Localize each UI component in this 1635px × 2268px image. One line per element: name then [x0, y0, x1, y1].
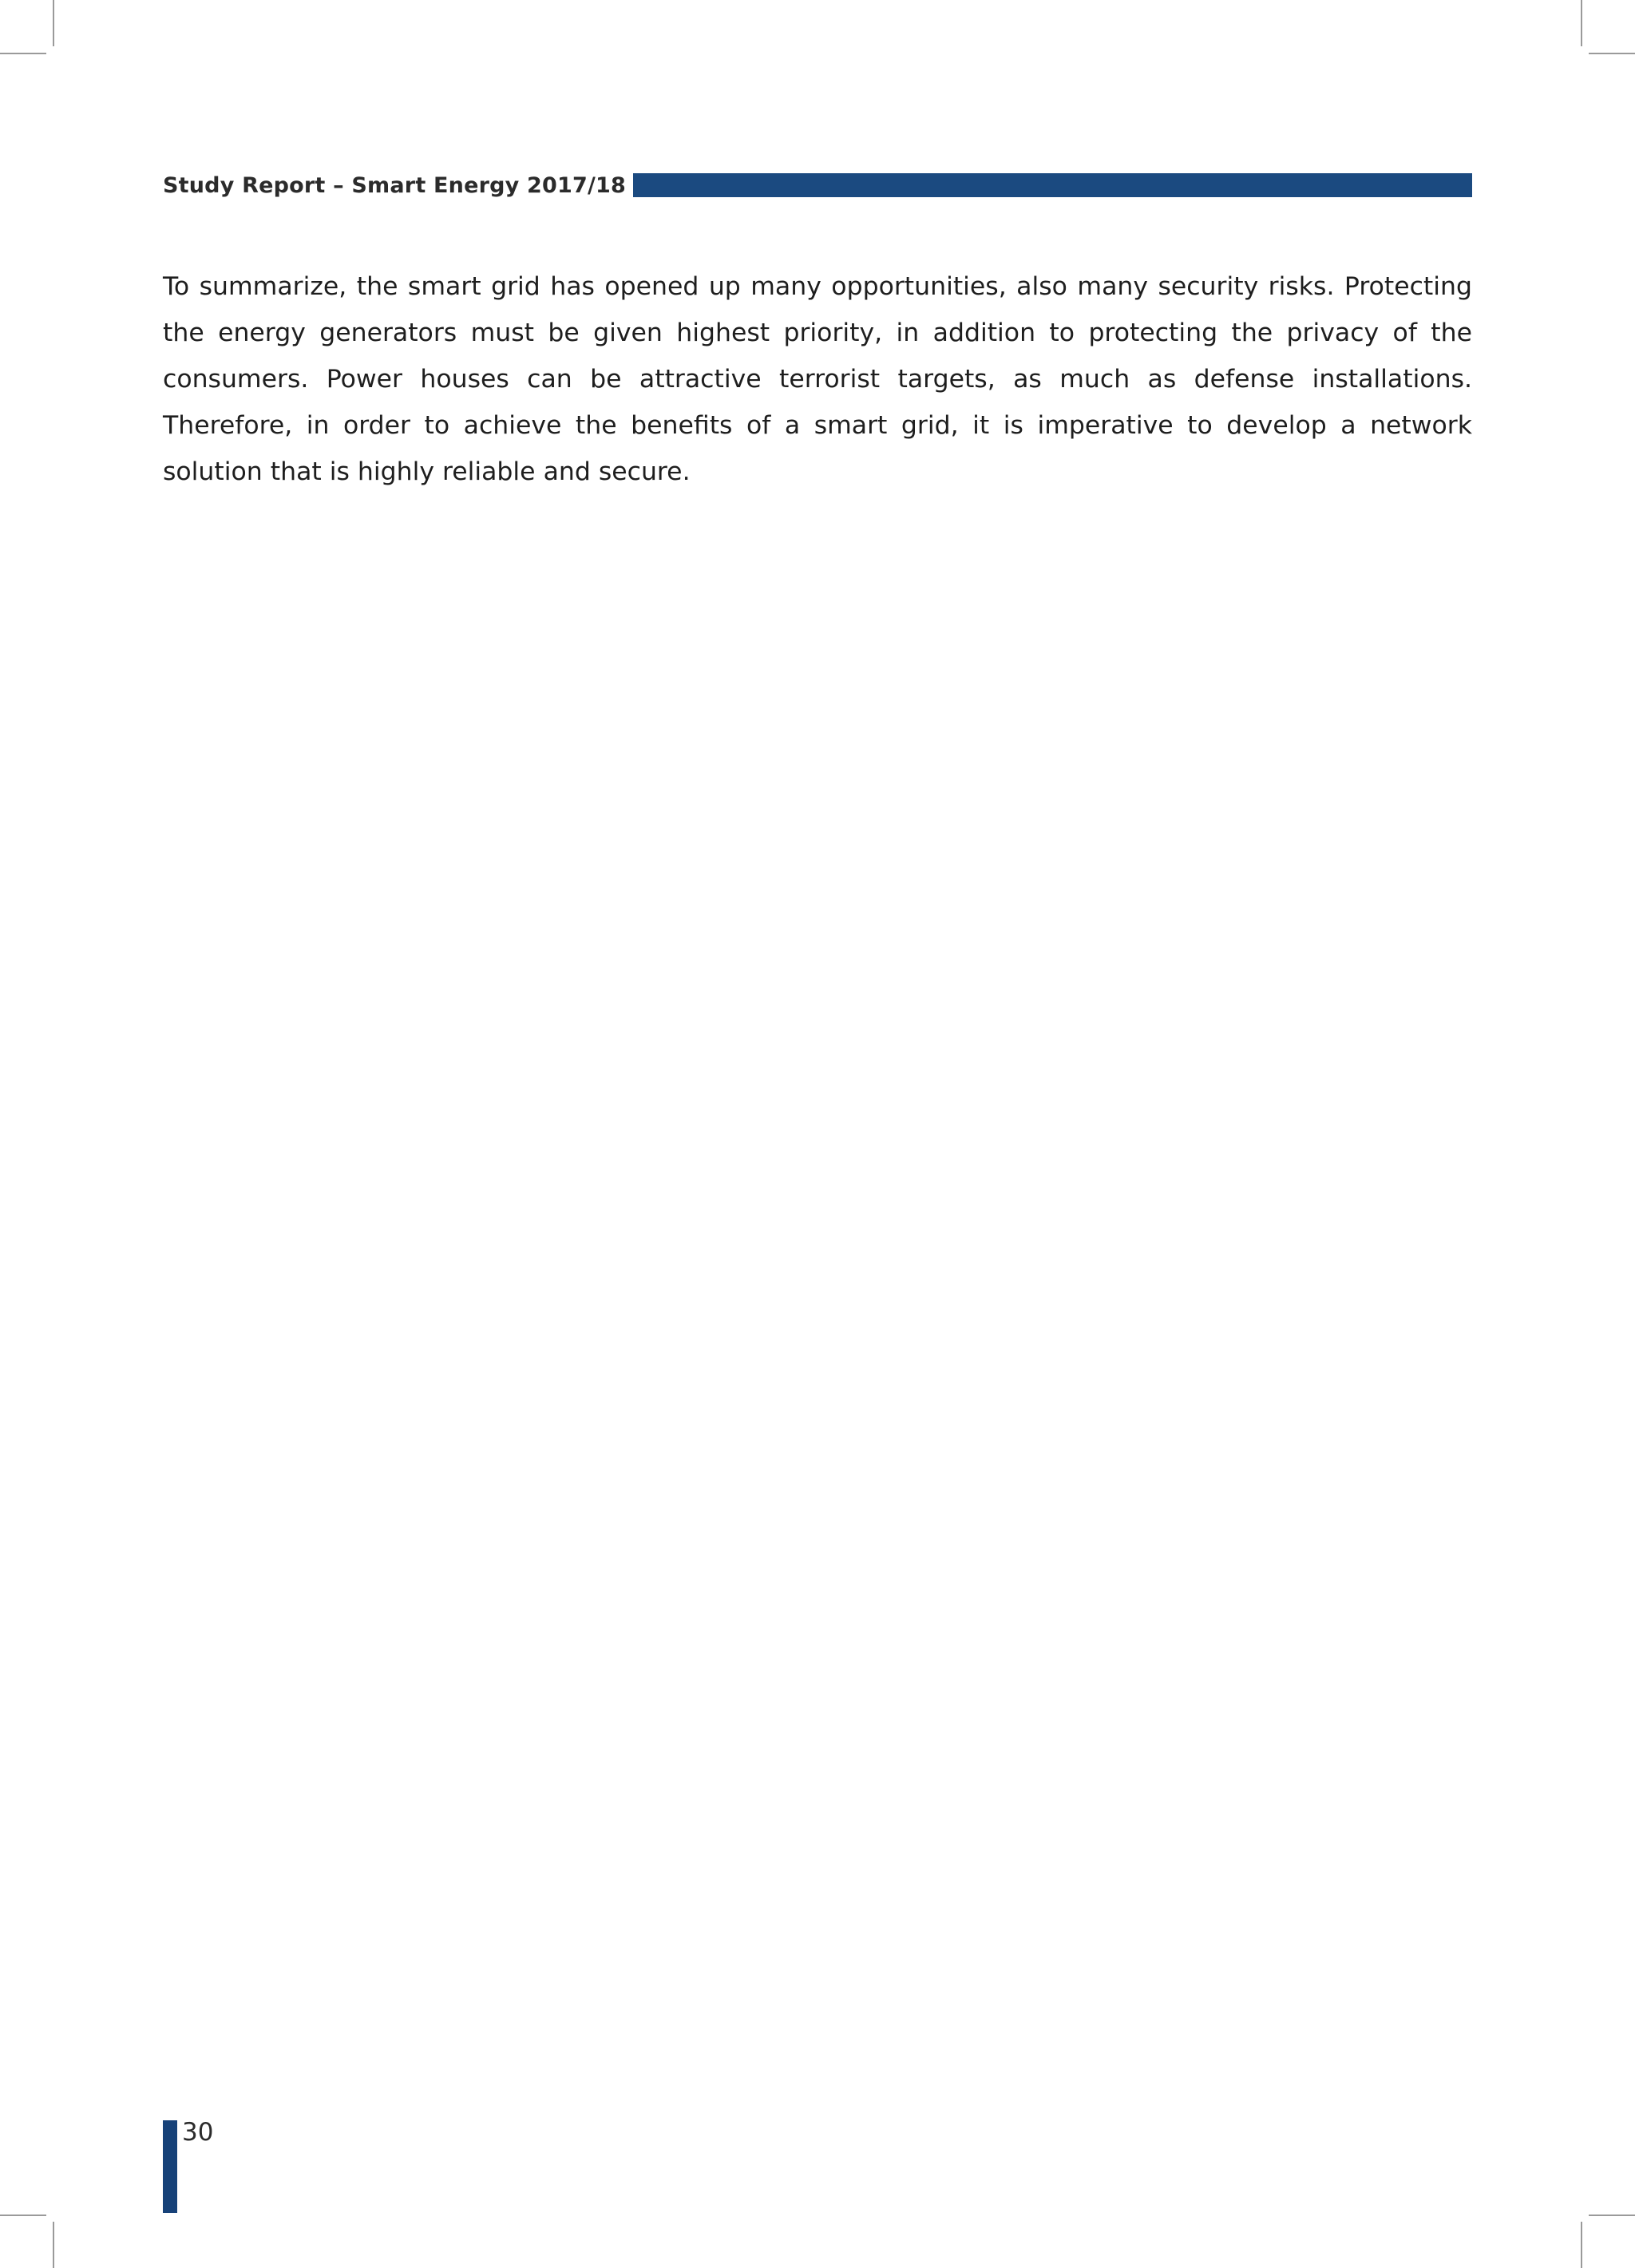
running-header	[163, 169, 1472, 201]
crop-mark-bottom-right-vertical	[1581, 2222, 1582, 2268]
page-number: 30	[182, 2118, 214, 2147]
page-number-marker	[163, 2120, 177, 2213]
crop-mark-bottom-left-horizontal	[0, 2215, 46, 2216]
crop-mark-top-left-horizontal	[0, 53, 46, 54]
crop-mark-bottom-right-horizontal	[1589, 2215, 1635, 2216]
body-paragraph: To summarize, the smart grid has opened up many opportunities, also many security risks. Protecting the energy generators must be given highest priority, in addition to protecting the privacy of the consumers. Power houses can be attractive terrorist targets, as much as defense installations. Therefore, in order to achieve the benefits of a smart grid, it is imperative to develop a network solution that is highly reliable and secure.	[163, 272, 1472, 486]
header-title: Study Report – Smart Energy 2017/18	[163, 172, 627, 198]
header-accent-bar	[633, 173, 1472, 197]
crop-mark-top-left-vertical	[53, 0, 54, 46]
crop-mark-bottom-left-vertical	[53, 2222, 54, 2268]
crop-mark-top-right-vertical	[1581, 0, 1582, 46]
crop-mark-top-right-horizontal	[1589, 53, 1635, 54]
